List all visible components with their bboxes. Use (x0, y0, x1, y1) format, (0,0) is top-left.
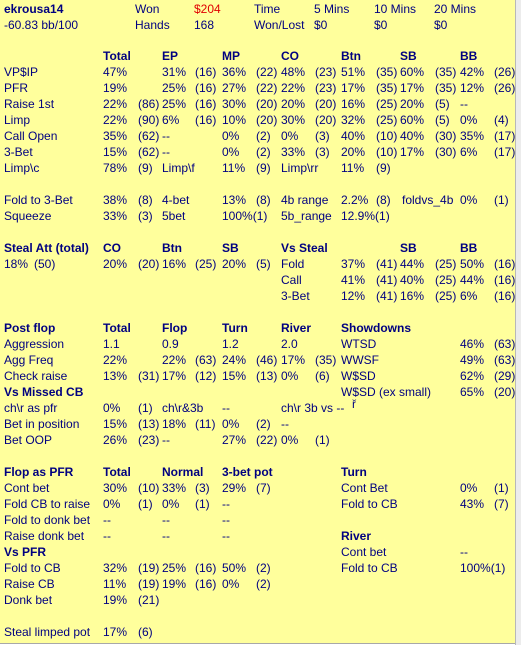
flop-pfr-cell: (7) (256, 481, 271, 495)
missed-cb-row-label: Bet in position (4, 417, 80, 431)
postflop-cell: 1.1 (103, 337, 120, 351)
missed-cb-cell: (1) (138, 401, 153, 415)
flop-pfr-cell: (1) (138, 497, 153, 511)
fourbet-value: 13% (222, 193, 247, 207)
vs-pfr-cell: (19) (138, 577, 160, 591)
preflop-cell: 6% (460, 145, 478, 159)
preflop-cell: (35) (435, 81, 457, 95)
preflop-cell: (16) (195, 97, 217, 111)
preflop-row-label: Raise 1st (4, 97, 55, 111)
showdown-value: 65% (460, 385, 485, 399)
vs-steal-cell: 44% (400, 257, 425, 271)
vs-steal-cell: (41) (376, 289, 398, 303)
turn-row-label: Cont Bet (341, 481, 388, 495)
steal-total-count: (50) (34, 257, 56, 271)
preflop-cell: 0% (460, 113, 478, 127)
vs-pfr-cell: (21) (138, 593, 160, 607)
scrollbar[interactable] (515, 0, 521, 645)
showdown-count: (63) (494, 337, 516, 351)
preflop-cell: (5) (435, 97, 450, 111)
missed-cb-cell: ch\r 3b vs -- (281, 401, 345, 415)
fourbet-range-label: 4b range (281, 193, 329, 207)
player-name: ekrousa14 (4, 2, 64, 16)
missed-cb-tick: ř (352, 397, 356, 411)
river-label: River (341, 529, 372, 543)
preflop-cell: (5) (435, 113, 450, 127)
showdown-count: (63) (494, 353, 516, 367)
missed-cb-cell: 26% (103, 433, 128, 447)
flop-as-pfr-title: Flop as PFR (4, 465, 74, 479)
preflop-cell: (3) (315, 145, 330, 159)
steal-btn-header: Btn (162, 241, 182, 255)
time-10: 10 Mins (374, 2, 417, 16)
vs-steal-row-label: 3-Bet (281, 289, 310, 303)
vs-steal-cell: (16) (494, 289, 516, 303)
preflop-cell: 35% (460, 129, 485, 143)
vs-pfr-cell: (2) (256, 577, 271, 591)
postflop-cell: 13% (103, 369, 128, 383)
fold3bet-count: (8) (138, 193, 153, 207)
preflop-cell: (10) (376, 129, 398, 143)
postflop-cell: 15% (222, 369, 247, 383)
postflop-header-0: Total (103, 321, 131, 335)
vs-steal-cell: 37% (341, 257, 366, 271)
fold-vs-4bet-count: (1) (494, 193, 509, 207)
missed-cb-cell: 0% (281, 433, 299, 447)
preflop-cell: -- (460, 97, 468, 111)
steal-btn-value: 16% (162, 257, 187, 271)
preflop-cell: (35) (376, 81, 398, 95)
postflop-cell: 24% (222, 353, 247, 367)
preflop-cell: 6% (162, 113, 180, 127)
preflop-header-4: Btn (341, 49, 361, 63)
preflop-cell: (23) (315, 81, 337, 95)
preflop-cell: Limp\f (162, 161, 195, 175)
steal-attempt-label: Steal Att (total) (4, 241, 89, 255)
missed-cb-cell: (13) (138, 417, 160, 431)
vs-steal-cell: 50% (460, 257, 485, 271)
turn-row-count: (1) (494, 481, 509, 495)
missed-cb-cell: -- (162, 433, 170, 447)
missed-cb-row-label: ch\r as pfr (4, 401, 58, 415)
preflop-cell: 20% (281, 97, 306, 111)
vs-pfr-cell: 11% (103, 577, 127, 591)
missed-cb-cell: 27% (222, 433, 247, 447)
vs-steal-cell: (41) (376, 273, 398, 287)
turn-row-value: 0% (460, 481, 478, 495)
vs-steal-cell: (25) (435, 257, 457, 271)
missed-cb-cell: 18% (162, 417, 187, 431)
preflop-cell: 30% (222, 97, 247, 111)
steal-co-header: CO (103, 241, 121, 255)
flop-pfr-row-label: Fold CB to raise (4, 497, 91, 511)
missed-cb-cell: 15% (103, 417, 128, 431)
showdown-label: WWSF (341, 353, 379, 367)
river-row-label: Cont bet (341, 545, 387, 559)
preflop-cell: 30% (281, 113, 306, 127)
preflop-cell: (9) (376, 161, 391, 175)
vs-pfr-cell: (16) (195, 561, 217, 575)
preflop-cell: 42% (460, 65, 485, 79)
preflop-cell: (30) (435, 145, 457, 159)
vs-steal-row-label: Fold (281, 257, 305, 271)
preflop-cell: 22% (103, 97, 128, 111)
postflop-header-2: Turn (222, 321, 248, 335)
preflop-cell: 17% (341, 81, 366, 95)
preflop-cell: 78% (103, 161, 128, 175)
preflop-header-5: SB (400, 49, 417, 63)
preflop-cell: 35% (103, 129, 128, 143)
postflop-cell: 17% (281, 353, 306, 367)
postflop-cell: 22% (162, 353, 187, 367)
steal-co-value: 20% (103, 257, 128, 271)
flop-pfr-row-label: Raise donk bet (4, 529, 85, 543)
preflop-cell: (3) (315, 129, 330, 143)
vs-pfr-cell: (2) (256, 561, 271, 575)
preflop-cell: 51% (341, 65, 366, 79)
fivebet-value: 100%(1) (222, 209, 268, 223)
steal-limped-label: Steal limped pot (4, 625, 91, 639)
steal-total-value: 18% (4, 257, 29, 271)
river-row-label: Fold to CB (341, 561, 398, 575)
preflop-cell: 32% (341, 113, 366, 127)
fourbet-range-count: (8) (376, 193, 391, 207)
missed-cb-cell: 0% (222, 417, 240, 431)
preflop-cell: 60% (400, 65, 425, 79)
vs-steal-cell: (16) (494, 257, 516, 271)
preflop-cell: (4) (494, 113, 509, 127)
preflop-cell: 12% (460, 81, 485, 95)
flop-pfr-cell: -- (222, 513, 230, 527)
postflop-cell: (63) (195, 353, 217, 367)
preflop-cell: (20) (256, 113, 278, 127)
flop-pfr-cell: (1) (195, 497, 210, 511)
vs-steal-bb-header: BB (460, 241, 478, 255)
flop-pfr-cell: -- (162, 529, 170, 543)
preflop-cell: (90) (138, 113, 160, 127)
squeeze-value: 33% (103, 209, 128, 223)
preflop-cell: 48% (281, 65, 306, 79)
vs-missed-cb-label: Vs Missed CB (4, 385, 84, 399)
vs-pfr-cell: 0% (222, 577, 240, 591)
preflop-cell: (35) (435, 65, 457, 79)
vs-pfr-cell: 25% (162, 561, 187, 575)
preflop-cell: 36% (222, 65, 247, 79)
preflop-cell: (62) (138, 129, 160, 143)
won-label: Won (135, 2, 160, 16)
fivebet-label: 5bet (162, 209, 186, 223)
preflop-cell: 11% (222, 161, 246, 175)
preflop-cell: (23) (315, 65, 337, 79)
postflop-cell: 22% (103, 353, 128, 367)
flop-pfr-cell: -- (222, 529, 230, 543)
preflop-cell: (17) (494, 129, 516, 143)
vs-steal-cell: 40% (400, 273, 425, 287)
missed-cb-cell: -- (222, 401, 230, 415)
showdown-value: 62% (460, 369, 485, 383)
vs-pfr-cell: (16) (195, 577, 217, 591)
preflop-cell: (35) (376, 65, 398, 79)
time-5: 5 Mins (314, 2, 350, 16)
preflop-cell: 40% (341, 129, 366, 143)
flop-pfr-header-1: Normal (162, 465, 204, 479)
hands-label: Hands (135, 18, 170, 32)
vs-pfr-cell: 19% (103, 593, 128, 607)
missed-cb-cell: 0% (103, 401, 121, 415)
preflop-cell: (20) (315, 113, 337, 127)
flop-pfr-cell: 30% (103, 481, 128, 495)
fivebet-range-label: 5b_range (281, 209, 332, 223)
postflop-row-label: Agg Freq (4, 353, 54, 367)
missed-cb-cell: (23) (138, 433, 160, 447)
preflop-cell: (16) (195, 81, 217, 95)
postflop-cell: (13) (256, 369, 278, 383)
preflop-cell: 20% (341, 145, 366, 159)
preflop-cell: (30) (435, 129, 457, 143)
turn-row-count: (7) (494, 497, 509, 511)
fold-vs-4bet-label: foldvs_4b (402, 193, 454, 207)
vs-pfr-row-label: Donk bet (4, 593, 53, 607)
preflop-cell: (20) (256, 97, 278, 111)
preflop-cell: (62) (138, 145, 160, 159)
preflop-cell: 31% (162, 65, 187, 79)
preflop-cell: (25) (376, 97, 398, 111)
fourbet-label: 4-bet (162, 193, 190, 207)
preflop-cell: (17) (494, 145, 516, 159)
preflop-cell: (2) (256, 145, 271, 159)
preflop-cell: 20% (400, 97, 425, 111)
wonlost-10: $0 (374, 18, 388, 32)
preflop-row-label: Call Open (4, 129, 58, 143)
vs-pfr-cell: 19% (162, 577, 187, 591)
vs-steal-row-label: Call (281, 273, 302, 287)
turn-label: Turn (341, 465, 367, 479)
flop-pfr-row-label: Fold to donk bet (4, 513, 91, 527)
preflop-header-2: MP (222, 49, 240, 63)
fold3bet-value: 38% (103, 193, 128, 207)
preflop-cell: Limp\rr (281, 161, 319, 175)
showdown-label: W$SD (341, 369, 376, 383)
preflop-cell: (22) (256, 65, 278, 79)
vs-steal-sb-header: SB (400, 241, 417, 255)
preflop-cell: 17% (400, 81, 425, 95)
flop-pfr-cell: (10) (138, 481, 160, 495)
steal-btn-count: (25) (195, 257, 217, 271)
flop-pfr-cell: 29% (222, 481, 247, 495)
flop-pfr-cell: 0% (162, 497, 180, 511)
vs-pfr-row-label: Raise CB (4, 577, 55, 591)
preflop-cell: 11% (341, 161, 365, 175)
postflop-cell: 17% (162, 369, 187, 383)
preflop-row-label: PFR (4, 81, 28, 95)
showdowns-label: Showdowns (341, 321, 411, 335)
postflop-header-3: River (281, 321, 312, 335)
preflop-cell: (16) (195, 65, 217, 79)
postflop-cell: (35) (315, 353, 337, 367)
time-20: 20 Mins (434, 2, 477, 16)
preflop-row-label: Limp (4, 113, 31, 127)
preflop-cell: 22% (281, 81, 306, 95)
wonlost-5: $0 (314, 18, 328, 32)
steal-sb-count: (5) (256, 257, 271, 271)
missed-cb-cell: ch\r&3b (162, 401, 204, 415)
bb-per-100: -60.83 bb/100 (4, 18, 79, 32)
missed-cb-row-label: Bet OOP (4, 433, 53, 447)
preflop-cell: 27% (222, 81, 247, 95)
vs-pfr-cell: 32% (103, 561, 128, 575)
preflop-cell: (25) (376, 113, 398, 127)
vs-pfr-cell: (19) (138, 561, 160, 575)
postflop-cell: 0.9 (162, 337, 179, 351)
postflop-cell: (31) (138, 369, 160, 383)
flop-pfr-cell: (3) (195, 481, 210, 495)
preflop-cell: 19% (103, 81, 128, 95)
preflop-row-label: VP$IP (4, 65, 39, 79)
preflop-cell: (20) (315, 97, 337, 111)
flop-pfr-cell: 33% (162, 481, 187, 495)
flop-pfr-cell: -- (162, 513, 170, 527)
time-label: Time (254, 2, 281, 16)
vs-steal-cell: 41% (341, 273, 366, 287)
preflop-cell: (9) (138, 161, 153, 175)
missed-cb-cell: (2) (256, 417, 271, 431)
showdown-label: WTSD (341, 337, 377, 351)
preflop-cell: (9) (256, 161, 271, 175)
vs-steal-cell: (16) (494, 273, 516, 287)
missed-cb-cell: -- (281, 417, 289, 431)
vs-steal-cell: 12% (341, 289, 366, 303)
preflop-cell: 0% (222, 145, 240, 159)
preflop-header-1: EP (162, 49, 179, 63)
steal-sb-header: SB (222, 241, 239, 255)
fourbet-count: (8) (256, 193, 271, 207)
vs-steal-cell: (41) (376, 257, 398, 271)
wonlost-20: $0 (434, 18, 448, 32)
preflop-cell: 60% (400, 113, 425, 127)
postflop-cell: 0% (281, 369, 299, 383)
preflop-cell: 0% (222, 129, 240, 143)
river-row-value: -- (460, 545, 468, 559)
showdown-count: (20) (494, 385, 516, 399)
preflop-header-0: Total (103, 49, 131, 63)
preflop-cell: 17% (400, 145, 425, 159)
postflop-cell: (12) (195, 369, 217, 383)
preflop-row-label: Limp\c (4, 161, 40, 175)
preflop-cell: -- (162, 129, 170, 143)
turn-row-label: Fold to CB (341, 497, 398, 511)
fold3bet-label: Fold to 3-Bet (4, 193, 73, 207)
flop-pfr-row-label: Cont bet (4, 481, 50, 495)
preflop-header-6: BB (460, 49, 478, 63)
preflop-cell: (10) (376, 145, 398, 159)
preflop-cell: 0% (281, 129, 299, 143)
steal-sb-value: 20% (222, 257, 247, 271)
showdown-value: 46% (460, 337, 485, 351)
hands-value: 168 (194, 18, 215, 32)
postflop-header-1: Flop (162, 321, 188, 335)
vs-steal-cell: 6% (460, 289, 478, 303)
preflop-cell: (16) (195, 113, 217, 127)
preflop-cell: (86) (138, 97, 160, 111)
steal-co-count: (20) (138, 257, 160, 271)
showdown-count: (29) (494, 369, 516, 383)
flop-pfr-header-0: Total (103, 465, 131, 479)
postflop-cell: (6) (315, 369, 330, 383)
showdown-value: 49% (460, 353, 485, 367)
preflop-cell: (26) (494, 65, 516, 79)
missed-cb-cell: (11) (195, 417, 216, 431)
preflop-cell: 15% (103, 145, 128, 159)
fold-vs-4bet-value: 0% (460, 193, 478, 207)
missed-cb-cell: (22) (256, 433, 278, 447)
vs-steal-cell: (25) (435, 273, 457, 287)
postflop-cell: 1.2 (222, 337, 239, 351)
postflop-title: Post flop (4, 321, 56, 335)
preflop-cell: 47% (103, 65, 128, 79)
flop-pfr-cell: -- (103, 529, 111, 543)
preflop-header-3: CO (281, 49, 299, 63)
showdown-label: W$SD (ex small) (341, 385, 432, 399)
flop-pfr-cell: -- (222, 497, 230, 511)
flop-pfr-cell: 0% (103, 497, 121, 511)
vs-pfr-cell: 50% (222, 561, 247, 575)
postflop-cell: 2.0 (281, 337, 298, 351)
won-value: $204 (194, 2, 221, 16)
vs-steal-cell: (25) (435, 289, 457, 303)
preflop-cell: 22% (103, 113, 128, 127)
preflop-cell: 16% (341, 97, 366, 111)
flop-pfr-cell: -- (103, 513, 111, 527)
vs-steal-cell: 44% (460, 273, 485, 287)
squeeze-count: (3) (138, 209, 153, 223)
preflop-cell: 25% (162, 81, 187, 95)
squeeze-label: Squeeze (4, 209, 52, 223)
turn-row-value: 43% (460, 497, 485, 511)
steal-limped-count: (6) (138, 625, 153, 639)
vs-steal-cell: 16% (400, 289, 425, 303)
preflop-cell: 40% (400, 129, 425, 143)
preflop-cell: 25% (162, 97, 187, 111)
postflop-row-label: Check raise (4, 369, 68, 383)
preflop-cell: 33% (281, 145, 306, 159)
preflop-cell: 10% (222, 113, 247, 127)
flop-pfr-header-2: 3-bet pot (222, 465, 273, 479)
missed-cb-cell: (1) (315, 433, 330, 447)
vs-pfr-label: Vs PFR (4, 545, 47, 559)
preflop-row-label: 3-Bet (4, 145, 33, 159)
fourbet-range-value: 2.2% (341, 193, 369, 207)
wonlost-label: Won/Lost (254, 18, 305, 32)
postflop-row-label: Aggression (4, 337, 65, 351)
fivebet-range-value: 12.9%(1) (341, 209, 390, 223)
river-row-value: 100%(1) (460, 561, 506, 575)
steal-limped-value: 17% (103, 625, 128, 639)
vs-pfr-row-label: Fold to CB (4, 561, 61, 575)
postflop-cell: (46) (256, 353, 278, 367)
preflop-cell: (2) (256, 129, 271, 143)
vs-steal-label: Vs Steal (281, 241, 328, 255)
preflop-cell: (22) (256, 81, 278, 95)
preflop-cell: (26) (494, 81, 516, 95)
preflop-cell: -- (162, 145, 170, 159)
